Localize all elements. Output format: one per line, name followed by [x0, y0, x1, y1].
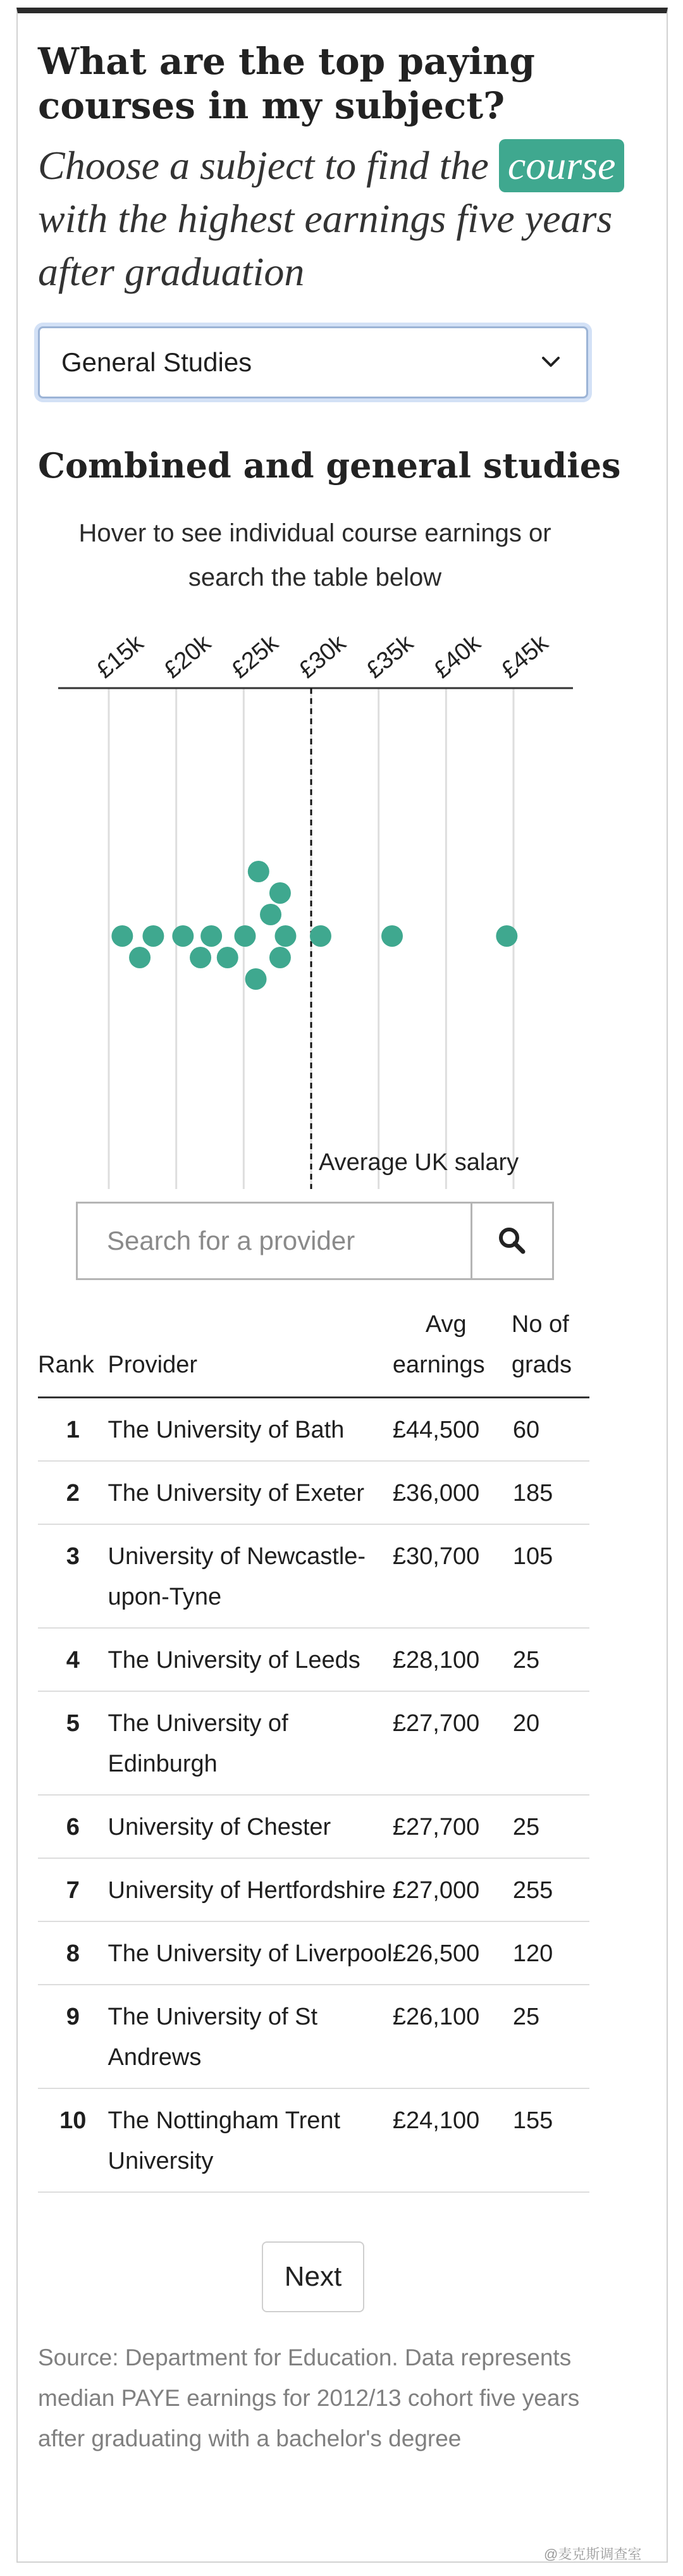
- row-earnings: £28,100: [393, 1628, 504, 1691]
- row-grads: 255: [504, 1858, 589, 1921]
- row-grads: 25: [504, 1985, 589, 2088]
- page-title: What are the top paying courses in my subject?: [38, 40, 535, 127]
- table-row: [38, 1628, 589, 1691]
- course-earnings-dot[interactable]: [245, 968, 267, 990]
- row-grads: 155: [504, 2088, 589, 2192]
- row-earnings: £27,700: [393, 1691, 504, 1795]
- row-provider: The University of St Andrews: [108, 1985, 393, 2088]
- watermark: @麦克斯调查室: [544, 2546, 642, 2562]
- row-grads: 20: [504, 1691, 589, 1795]
- row-rank: 10: [38, 2088, 108, 2192]
- subject-dropdown-value: General Studies: [61, 347, 252, 377]
- table-row: [38, 1691, 589, 1795]
- next-page-button[interactable]: Next: [262, 2241, 364, 2312]
- row-rank: 8: [38, 1921, 108, 1985]
- row-rank: 1: [38, 1398, 108, 1462]
- header-earnings[interactable]: [393, 1298, 504, 1398]
- x-tick-label: £20k: [159, 629, 216, 684]
- course-earnings-dot[interactable]: [129, 947, 151, 968]
- x-tick-label: £45k: [496, 629, 553, 684]
- row-provider: University of Newcastle-upon-Tyne: [108, 1524, 393, 1628]
- course-earnings-dot[interactable]: [381, 925, 403, 947]
- course-earnings-dot[interactable]: [269, 947, 291, 968]
- row-rank: 7: [38, 1858, 108, 1921]
- row-rank: 4: [38, 1628, 108, 1691]
- header-rank[interactable]: Rank: [38, 1298, 108, 1398]
- table-row: [38, 1858, 589, 1921]
- search-button[interactable]: [471, 1204, 552, 1278]
- row-earnings: £27,000: [393, 1858, 504, 1921]
- x-tick-label: £40k: [429, 629, 486, 684]
- chart-tick-labels: [92, 629, 554, 684]
- subtitle-text-start: Choose a subject to find the: [38, 143, 489, 188]
- row-earnings: £26,500: [393, 1921, 504, 1985]
- search-icon: [496, 1225, 528, 1257]
- row-grads: 60: [504, 1398, 589, 1462]
- page-subtitle: [38, 139, 645, 299]
- header-earnings-line2: earnings: [392, 1352, 485, 1378]
- average-salary-label: Average UK salary: [319, 1149, 519, 1176]
- row-rank: 2: [38, 1461, 108, 1524]
- course-earnings-dot[interactable]: [172, 925, 194, 947]
- x-tick-label: £15k: [91, 629, 149, 684]
- course-earnings-dot[interactable]: [234, 925, 255, 947]
- x-tick-label: £30k: [293, 629, 351, 684]
- row-earnings: £30,700: [393, 1524, 504, 1628]
- course-earnings-dot[interactable]: [248, 861, 269, 882]
- row-grads: 120: [504, 1921, 589, 1985]
- table-row: [38, 1985, 589, 2088]
- course-earnings-dot[interactable]: [190, 947, 211, 968]
- row-provider: The University of Bath: [108, 1398, 393, 1462]
- course-earnings-dot[interactable]: [310, 925, 331, 947]
- source-note: Source: Department for Education. Data represents median PAYE earnings for 2012/13 cohort five years after graduating with a bachelor's degree: [38, 2345, 580, 2451]
- x-tick-label: £35k: [361, 629, 419, 684]
- course-earnings-dot[interactable]: [260, 904, 281, 925]
- row-grads: 105: [504, 1524, 589, 1628]
- subtitle-text-end: with the highest earnings five years after graduation: [38, 196, 613, 294]
- row-rank: 9: [38, 1985, 108, 2088]
- course-earnings-dot[interactable]: [269, 882, 291, 904]
- chevron-down-icon: [538, 352, 563, 371]
- row-provider: The University of Liverpool: [108, 1921, 393, 1985]
- row-provider: The University of Edinburgh: [108, 1691, 393, 1795]
- row-provider: University of Chester: [108, 1795, 393, 1858]
- table-row: [38, 1795, 589, 1858]
- row-rank: 5: [38, 1691, 108, 1795]
- table-row: [38, 2088, 589, 2192]
- row-provider: The Nottingham Trent University: [108, 2088, 393, 2192]
- row-provider: The University of Leeds: [108, 1628, 393, 1691]
- table-row: [38, 1461, 589, 1524]
- subject-dropdown[interactable]: [38, 326, 588, 398]
- provider-search: [76, 1202, 554, 1280]
- row-earnings: £26,100: [393, 1985, 504, 2088]
- hover-instruction: Hover to see individual course earnings or search the table below: [78, 519, 551, 591]
- row-grads: 185: [504, 1461, 589, 1524]
- row-rank: 3: [38, 1524, 108, 1628]
- section-title: Combined and general studies: [38, 445, 621, 486]
- results-table: [38, 1298, 589, 2193]
- row-earnings: £24,100: [393, 2088, 504, 2192]
- course-earnings-dot[interactable]: [111, 925, 133, 947]
- header-grads-line1: No of: [511, 1311, 569, 1338]
- earnings-beeswarm-chart: [0, 607, 683, 1189]
- header-grads-line2: grads: [511, 1352, 572, 1378]
- table-row: [38, 1524, 589, 1628]
- chart-points[interactable]: [111, 861, 517, 990]
- row-grads: 25: [504, 1628, 589, 1691]
- course-earnings-dot[interactable]: [200, 925, 222, 947]
- reference-line-group: [311, 688, 519, 1189]
- course-highlight: course: [499, 139, 625, 192]
- row-earnings: £27,700: [393, 1795, 504, 1858]
- table-row: [38, 1921, 589, 1985]
- table-header-row: [38, 1298, 589, 1398]
- row-earnings: £36,000: [393, 1461, 504, 1524]
- course-earnings-dot[interactable]: [142, 925, 164, 947]
- provider-search-input[interactable]: [78, 1204, 472, 1278]
- header-provider[interactable]: Provider: [108, 1298, 393, 1398]
- header-earnings-line1: Avg: [425, 1311, 467, 1338]
- row-grads: 25: [504, 1795, 589, 1858]
- course-earnings-dot[interactable]: [217, 947, 238, 968]
- course-earnings-dot[interactable]: [496, 925, 517, 947]
- row-provider: University of Hertfordshire: [108, 1858, 393, 1921]
- row-earnings: £44,500: [393, 1398, 504, 1462]
- header-grads[interactable]: [504, 1298, 589, 1398]
- x-tick-label: £25k: [226, 629, 284, 684]
- table-row: [38, 1398, 589, 1462]
- row-provider: The University of Exeter: [108, 1461, 393, 1524]
- row-rank: 6: [38, 1795, 108, 1858]
- course-earnings-dot[interactable]: [274, 925, 296, 947]
